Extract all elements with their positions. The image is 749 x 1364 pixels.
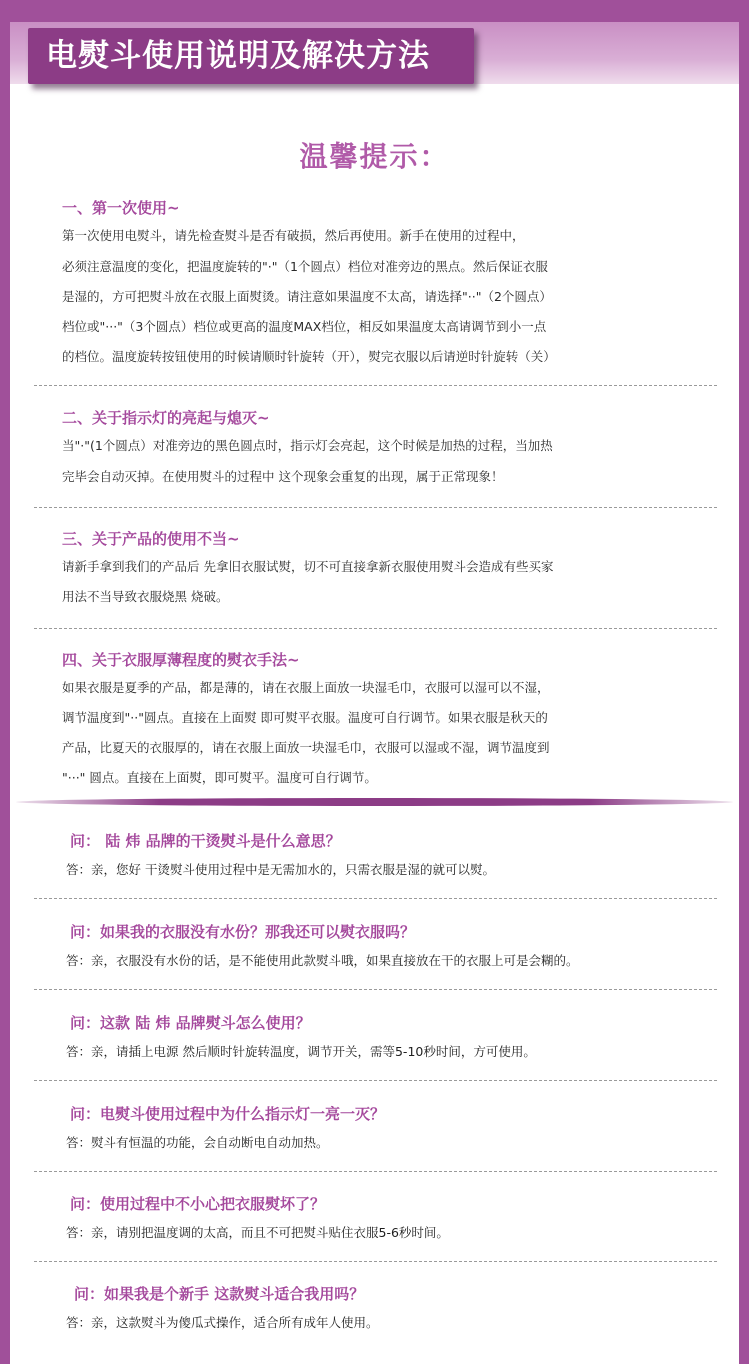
dashed-divider [34, 1261, 717, 1262]
section-line: 请新手拿到我们的产品后 先拿旧衣服试熨，切不可直接拿新衣服使用熨斗会造成有些买家 [62, 559, 554, 574]
section-line: 第一次使用电熨斗，请先检查熨斗是否有破损，然后再使用。新手在使用的过程中， [62, 228, 525, 243]
faq-answer: 答：亲，请插上电源 然后顺时针旋转温度，调节开关，需等5-10秒时间，方可使用。 [66, 1044, 536, 1059]
section-title-fabric: 四、关于衣服厚薄程度的熨衣手法~ [62, 651, 300, 669]
page-title: 电熨斗使用说明及解决方法 [28, 28, 474, 84]
dashed-divider [34, 898, 717, 899]
section-title-indicator: 二、关于指示灯的亮起与熄灭~ [62, 409, 270, 427]
section-title-misuse: 三、关于产品的使用不当~ [62, 530, 240, 548]
faq-question: 问： 陆 炜 品牌的干烫熨斗是什么意思？ [70, 832, 341, 850]
dashed-divider [34, 385, 717, 386]
section-line: 调节温度到"··"圆点。直接在上面熨 即可熨平衣服。温度可自行调节。如果衣服是秋天的 [62, 710, 548, 725]
tips-heading: 温馨提示： [299, 140, 450, 173]
faq-answer: 答：亲，这款熨斗为傻瓜式操作，适合所有成年人使用。 [66, 1315, 379, 1330]
faq-answer: 答：熨斗有恒温的功能，会自动断电自动加热。 [66, 1135, 329, 1150]
section-line: 产品，比夏天的衣服厚的，请在衣服上面放一块湿毛巾，衣服可以湿或不湿，调节温度到 [62, 740, 550, 755]
faq-answer: 答：亲，衣服没有水份的话，是不能使用此款熨斗哦，如果直接放在干的衣服上可是会糊的。 [66, 953, 579, 968]
dashed-divider [34, 989, 717, 990]
faq-question: 问：如果我是个新手 这款熨斗适合我用吗？ [74, 1285, 365, 1303]
section-line: 必须注意温度的变化，把温度旋转的"·"（1个圆点）档位对准旁边的黑点。然后保证衣服 [62, 259, 548, 274]
section-line: 是湿的，方可把熨斗放在衣服上面熨烫。请注意如果温度不太高，请选择"··"（2个圆点） [62, 289, 552, 304]
faq-question: 问：这款 陆 炜 品牌熨斗怎么使用？ [70, 1014, 311, 1032]
section-line: 用法不当导致衣服烧黑 烧破。 [62, 589, 229, 604]
faq-divider-bar [16, 798, 733, 806]
faq-question: 问：如果我的衣服没有水份？那我还可以熨衣服吗？ [70, 923, 416, 941]
dashed-divider [34, 507, 717, 508]
faq-answer: 答：亲，请别把温度调的太高，而且不可把熨斗贴住衣服5-6秒时间。 [66, 1225, 449, 1240]
section-line: 的档位。温度旋转按钮使用的时候请顺时针旋转（开），熨完衣服以后请逆时针旋转（关） [62, 349, 556, 364]
section-line: "···" 圆点。直接在上面熨，即可熨平。温度可自行调节。 [62, 770, 377, 785]
faq-question: 问：电熨斗使用过程中为什么指示灯一亮一灭？ [70, 1105, 386, 1123]
section-line: 如果衣服是夏季的产品，都是薄的，请在衣服上面放一块湿毛巾，衣服可以湿可以不湿， [62, 680, 550, 695]
section-line: 档位或"···"（3个圆点）档位或更高的温度MAX档位，相反如果温度太高请调节到小一点 [62, 319, 547, 334]
faq-answer: 答：亲，您好 干烫熨斗使用过程中是无需加水的，只需衣服是湿的就可以熨。 [66, 862, 495, 877]
section-line: 完毕会自动灭掉。在使用熨斗的过程中 这个现象会重复的出现，属于正常现象！ [62, 469, 504, 484]
dashed-divider [34, 628, 717, 629]
section-line: 当"·"(1个圆点）对准旁边的黑色圆点时，指示灯会亮起，这个时候是加热的过程，当加热 [62, 438, 553, 453]
section-title-first-use: 一、第一次使用~ [62, 199, 180, 217]
faq-question: 问：使用过程中不小心把衣服熨坏了？ [70, 1195, 326, 1213]
dashed-divider [34, 1080, 717, 1081]
dashed-divider [34, 1171, 717, 1172]
